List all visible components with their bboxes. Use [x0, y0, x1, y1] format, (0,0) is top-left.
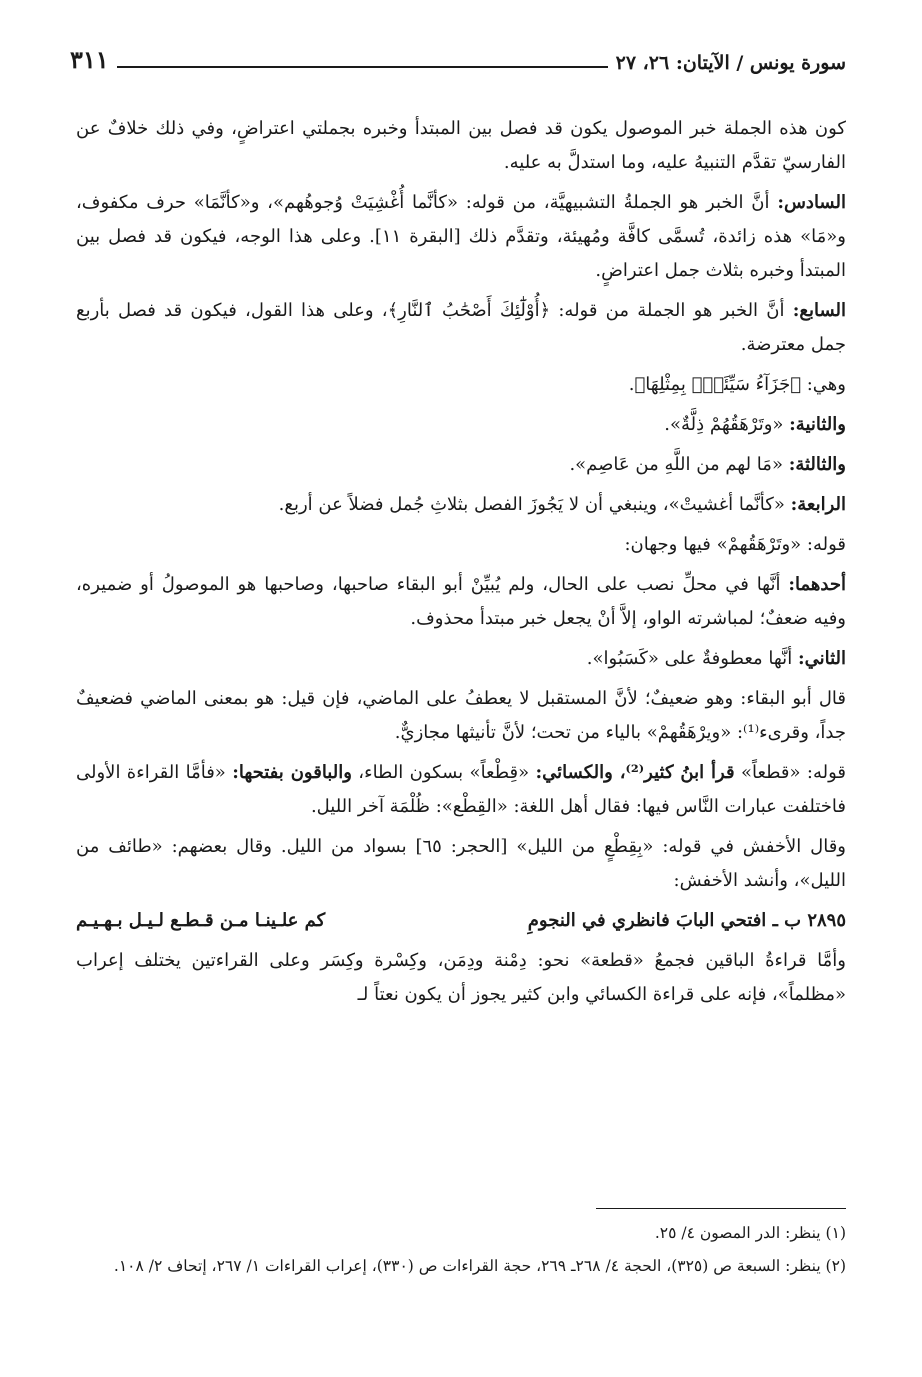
- main-text: [76, 112, 846, 1018]
- paragraph-label: السادس:: [777, 192, 846, 213]
- paragraph-text: «مَا لهم من اللَّهِ من عَاصِم».: [569, 454, 783, 475]
- page-number: ٣١١: [70, 45, 109, 74]
- paragraph: [76, 368, 846, 402]
- paragraph-text: أنَّها في محلِّ نصب على الحال، ولم يُبيِّنْ أبو البقاء صاحبها، وصاحبها هو الموصولُ أو ضميره، وفيه ضعفٌ؛ لمباشرته الواو، إلاَّ أنْ يجعل خبر مبتدأ محذوف.: [76, 574, 846, 629]
- footnote-divider: [596, 1208, 846, 1209]
- poetry-verse: [76, 904, 846, 938]
- paragraph: [76, 448, 846, 482]
- paragraph: [76, 642, 846, 676]
- paragraph-text: أنَّ الخبر هو الجملةُ التشبيهيَّة، من قوله: «كأنَّما أُغْشِيَتْ وُجوهُهم»، و«كأنَّمَا» حرف مكفوف، و«مَا» هذه زائدة، تُسمَّى كافَّة ومُهيئة، وتقدَّم ذلك [البقرة ١١]. وعلى هذا الوجه، فيكون قد فصل بين المبتدأ وخبره بثلاث جمل اعتراضٍ.: [76, 192, 846, 281]
- paragraph-text: وهي: ﴿جَزَآءُ سَيِّئَةٍۭ بِمِثْلِهَا﴾.: [628, 374, 846, 395]
- paragraph-text: «كأنَّما أغشيتْ»، وينبغي أن لا يَجُوزَ الفصل بثلاثِ جُمل فضلاً عن أربع.: [278, 494, 785, 515]
- paragraph-text: «فأمَّا القراءة الأولى فاختلفت عبارات النَّاس فيها: فقال أهل اللغة: «القِطْع»: ظُلْمَة آخر الليل.: [76, 762, 846, 817]
- footnote: (١) ينظر: الدر المصون ٤/ ٢٥.: [654, 1224, 846, 1242]
- reader-name: والباقون بفتحها:: [232, 762, 352, 783]
- paragraph: [76, 112, 846, 180]
- header-rule: [117, 66, 608, 68]
- paragraph-text: وأمَّا قراءةُ الباقين فجمعُ «قطعة» نحو: دِمْنة ودِمَن، وكِسْرة وكِسَر وعلى القراءتين يختلف إعراب «مظلماً»، فإنه على قراءة الكسائي وابن كثير يجوز أن يكون نعتاً لـ: [76, 950, 846, 1005]
- paragraph-label: السابع:: [792, 300, 846, 321]
- reader-name: قرأ ابنُ كثير⁽²⁾، والكسائي:: [535, 762, 735, 783]
- footnote: (٢) ينظر: السبعة ص (٣٢٥)، الحجة ٤/ ٢٦٨ـ ٢٦٩، حجة القراءات ص (٣٣٠)، إعراب القراءات ١/ ٢٦٧، إتحاف ٢/ ١٠٨.: [113, 1257, 846, 1275]
- paragraph: [76, 682, 846, 750]
- paragraph-text: قوله: «وتَرْهَقُهمْ» فيها وجهان:: [624, 534, 846, 555]
- paragraph-label: أحدهما:: [788, 574, 846, 595]
- paragraph-text: كون هذه الجملة خبر الموصول يكون قد فصل بين المبتدأ وخبره بجملتي اعتراضٍ، وفي ذلك خلافٌ عن الفارسيّ تقدَّم التنبيهُ عليه، وما استدلَّ به عليه.: [76, 118, 846, 173]
- paragraph: [76, 944, 846, 1012]
- paragraph-label: والثانية:: [789, 414, 846, 435]
- paragraph-text: أنَّ الخبر هو الجملة من قوله: ﴿أُوْلَٰٓئِكَ أَصْحَٰبُ ٱلنَّارِ﴾، وعلى هذا القول، فيكون قد فصل بأربع جمل معترضة.: [76, 300, 846, 355]
- paragraph-text: قوله: «قطعاً»: [740, 762, 846, 783]
- verse-second-hemistich: كم علـينـا مـن قـطـع لـيـل بـهـيـم: [76, 910, 326, 931]
- verse-first-hemistich: ٢٨٩٥ ب ـ افتحي البابَ فانظري في النجومِ: [527, 910, 846, 931]
- paragraph: [76, 568, 846, 636]
- paragraph: [76, 186, 846, 288]
- paragraph-text: أنَّها معطوفةٌ على «كَسَبُوا».: [586, 648, 793, 669]
- paragraph-label: الرابعة:: [790, 494, 846, 515]
- footnotes: [76, 1218, 846, 1284]
- paragraph-text: «وتَرْهَقُهُمْ ذِلَّةٌ».: [664, 414, 784, 435]
- paragraph: [76, 528, 846, 562]
- surah-title: سورة يونس / الآيتان: ٢٦، ٢٧: [615, 52, 846, 74]
- paragraph: [76, 408, 846, 442]
- paragraph-label: والثالثة:: [788, 454, 846, 475]
- paragraph: [76, 488, 846, 522]
- paragraph: [76, 756, 846, 824]
- running-header: [70, 40, 846, 74]
- paragraph-text: وقال الأخفش في قوله: «بِقِطْعٍ من الليل» [الحجر: ٦٥] بسواد من الليل. وقال بعضهم: «طائف من الليل»، وأنشد الأخفش:: [76, 836, 846, 891]
- paragraph-text: قال أبو البقاء: وهو ضعيفٌ؛ لأنَّ المستقبل لا يعطفُ على الماضي، فإن قيل: هو بمعنى الماضي فضعيفٌ جداً، وقرىء⁽¹⁾: «ويرْهَقُهمْ» بالياء من تحت؛ لأنَّ تأنيثها مجازيٌّ.: [76, 688, 846, 743]
- paragraph-label: الثاني:: [797, 648, 846, 669]
- paragraph: [76, 294, 846, 362]
- paragraph: [76, 830, 846, 898]
- paragraph-text: «قِطْعاً» بسكون الطاء،: [358, 762, 530, 783]
